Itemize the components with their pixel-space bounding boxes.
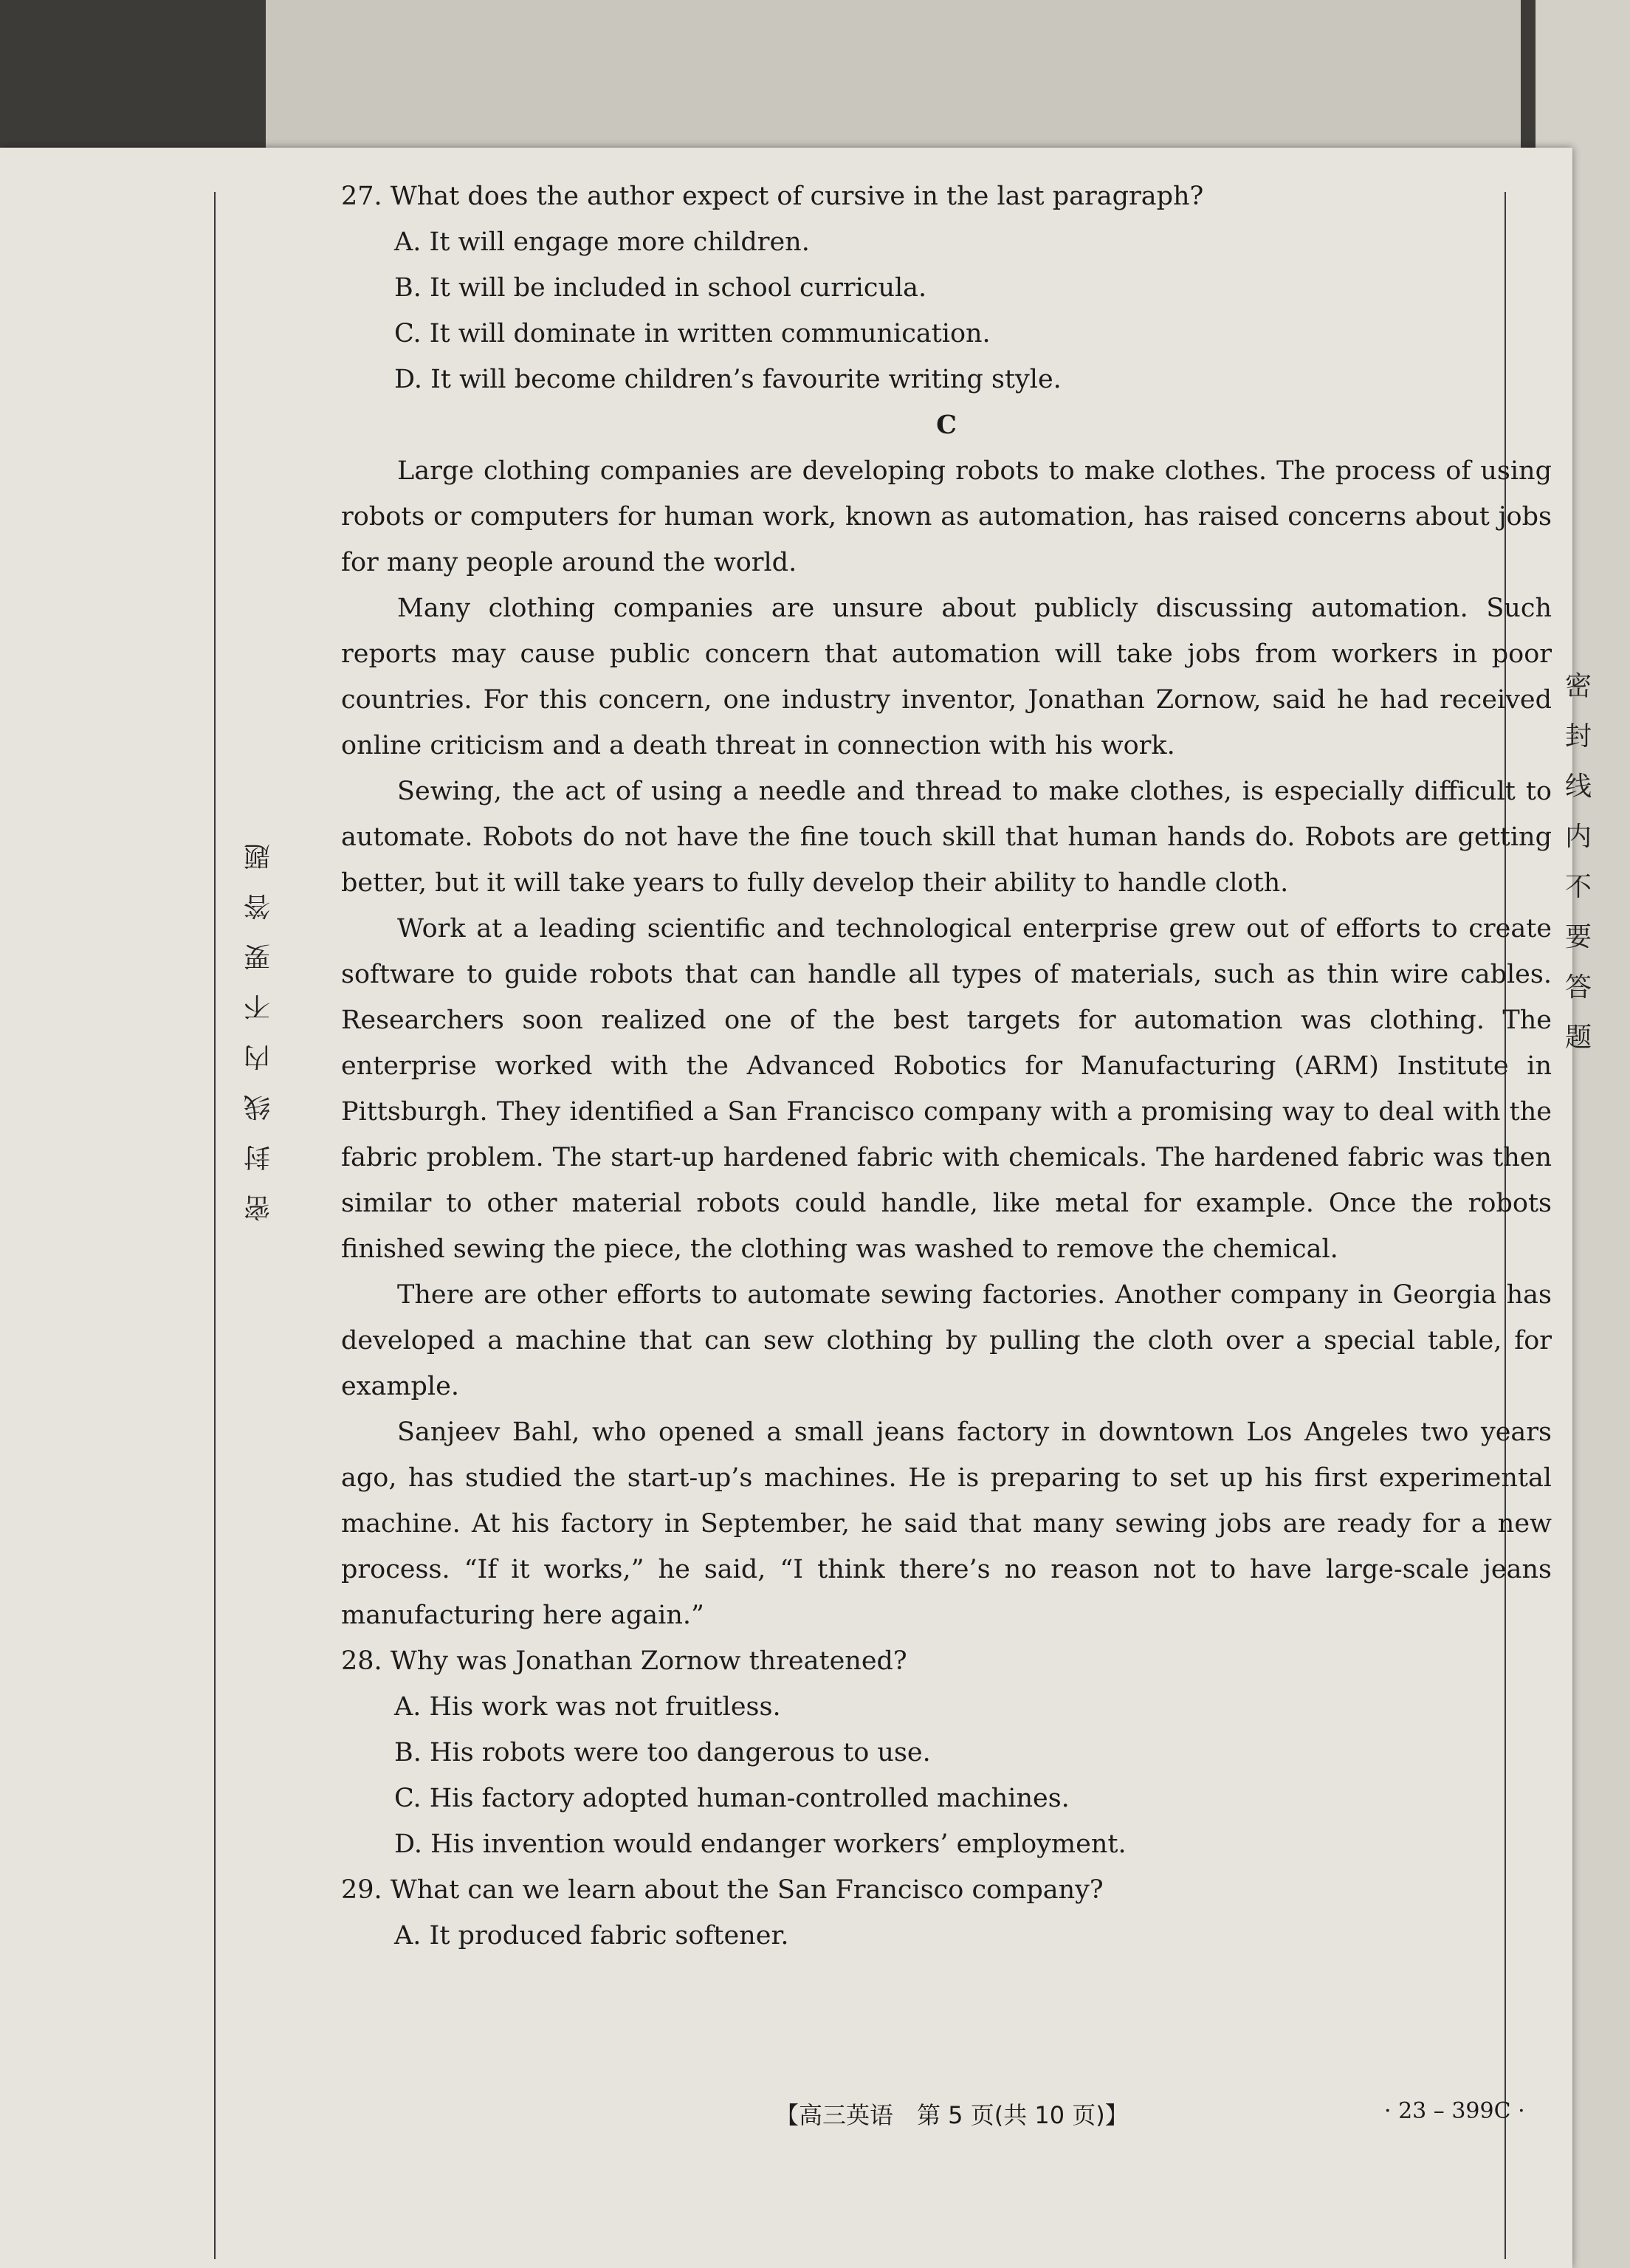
seal-char: 不 bbox=[244, 991, 271, 1021]
question-27-option-b: B. It will be included in school curricula. bbox=[394, 273, 927, 303]
passage-paragraph: Sanjeev Bahl, who opened a small jeans factory in downtown Los Angeles two years ago, has studied the start-up’s machines. He is preparing to set up his first experimental machine. At his factory in September, he said that many sewing jobs are ready for a new process. “If it works,” he said, “I think there’s no reason not to have large-scale jeans manufacturing here again.” bbox=[341, 1418, 1552, 1630]
question-29-option-a: A. It produced fabric softener. bbox=[394, 1921, 789, 1951]
background-sheet bbox=[266, 0, 1521, 162]
passage-paragraph: Large clothing companies are developing robots to make clothes. The process of using robots or computers for human work, known as automation, has raised concerns about jobs for many people around the world. bbox=[341, 456, 1552, 577]
seal-char: 封 bbox=[1564, 721, 1592, 752]
question-28-stem: 28. Why was Jonathan Zornow threatened? bbox=[341, 1646, 907, 1676]
section-title: C bbox=[936, 410, 957, 440]
passage-paragraph: Work at a leading scientific and technological enterprise grew out of efforts to create software to guide robots that can handle all types of materials, such as thin wire cables. Researchers soon realized one of the best targets for automation was clothing. The enterprise worked with the Advanced Robotics for Manufacturing (ARM) Institute in Pittsburgh. They identified a San Francisco company with a promising way to deal with the fabric problem. The start-up hardened fabric with chemicals. The hardened fabric was then similar to other material robots could handle, like metal for example. Once the robots finished sewing the piece, the clothing was washed to remove the chemical. bbox=[341, 914, 1552, 1264]
seal-line-text-left bbox=[235, 827, 279, 1228]
seal-char: 线 bbox=[244, 1091, 271, 1121]
seal-char: 要 bbox=[1564, 922, 1592, 952]
seal-char: 答 bbox=[1564, 972, 1592, 1003]
question-28-option-a: A. His work was not fruitless. bbox=[394, 1692, 781, 1722]
question-27-option-c: C. It will dominate in written communication. bbox=[394, 319, 991, 348]
seal-char: 密 bbox=[244, 1192, 271, 1222]
seal-char: 封 bbox=[244, 1141, 271, 1172]
seal-char: 内 bbox=[244, 1041, 271, 1071]
seal-char: 要 bbox=[244, 941, 271, 971]
seal-char: 线 bbox=[1564, 772, 1592, 802]
binding-line-left bbox=[214, 192, 216, 2259]
seal-char: 答 bbox=[244, 890, 271, 921]
seal-char: 题 bbox=[244, 840, 271, 870]
question-29-stem: 29. What can we learn about the San Francisco company? bbox=[341, 1875, 1104, 1905]
question-27-option-d: D. It will become children’s favourite writing style. bbox=[394, 365, 1062, 394]
passage-paragraph: Many clothing companies are unsure about publicly discussing automation. Such reports may cause public concern that automation will take jobs from workers in poor countries. For this concern, one industry inventor, Jonathan Zornow, said he had received online criticism and a death threat in connection with his work. bbox=[341, 594, 1552, 760]
question-28-option-b: B. His robots were too dangerous to use. bbox=[394, 1738, 931, 1767]
seal-char: 密 bbox=[1564, 671, 1592, 701]
question-27-option-a: A. It will engage more children. bbox=[394, 227, 810, 257]
question-28-option-d: D. His invention would endanger workers’ employment. bbox=[394, 1829, 1127, 1859]
question-27-stem: 27. What does the author expect of cursive in the last paragraph? bbox=[341, 182, 1204, 211]
exam-code: · 23 – 399C · bbox=[1384, 2098, 1525, 2124]
seal-char: 不 bbox=[1564, 872, 1592, 902]
passage-paragraph: Sewing, the act of using a needle and thread to make clothes, is especially difficult to automate. Robots do not have the fine touch skill that human hands do. Robots are getting better, but it will take years to fully develop their ability to handle cloth. bbox=[341, 777, 1552, 898]
page-footer: 【高三英语 第 5 页(共 10 页)】 bbox=[775, 2101, 1129, 2129]
seal-line-text-right bbox=[1556, 664, 1600, 1066]
exam-content bbox=[341, 173, 1552, 1959]
question-28-option-c: C. His factory adopted human-controlled machines. bbox=[394, 1784, 1070, 1813]
passage-paragraph: There are other efforts to automate sewing factories. Another company in Georgia has developed a machine that can sew clothing by pulling the cloth over a special table, for example. bbox=[341, 1280, 1552, 1401]
seal-char: 内 bbox=[1564, 822, 1592, 852]
seal-char: 题 bbox=[1564, 1023, 1592, 1053]
